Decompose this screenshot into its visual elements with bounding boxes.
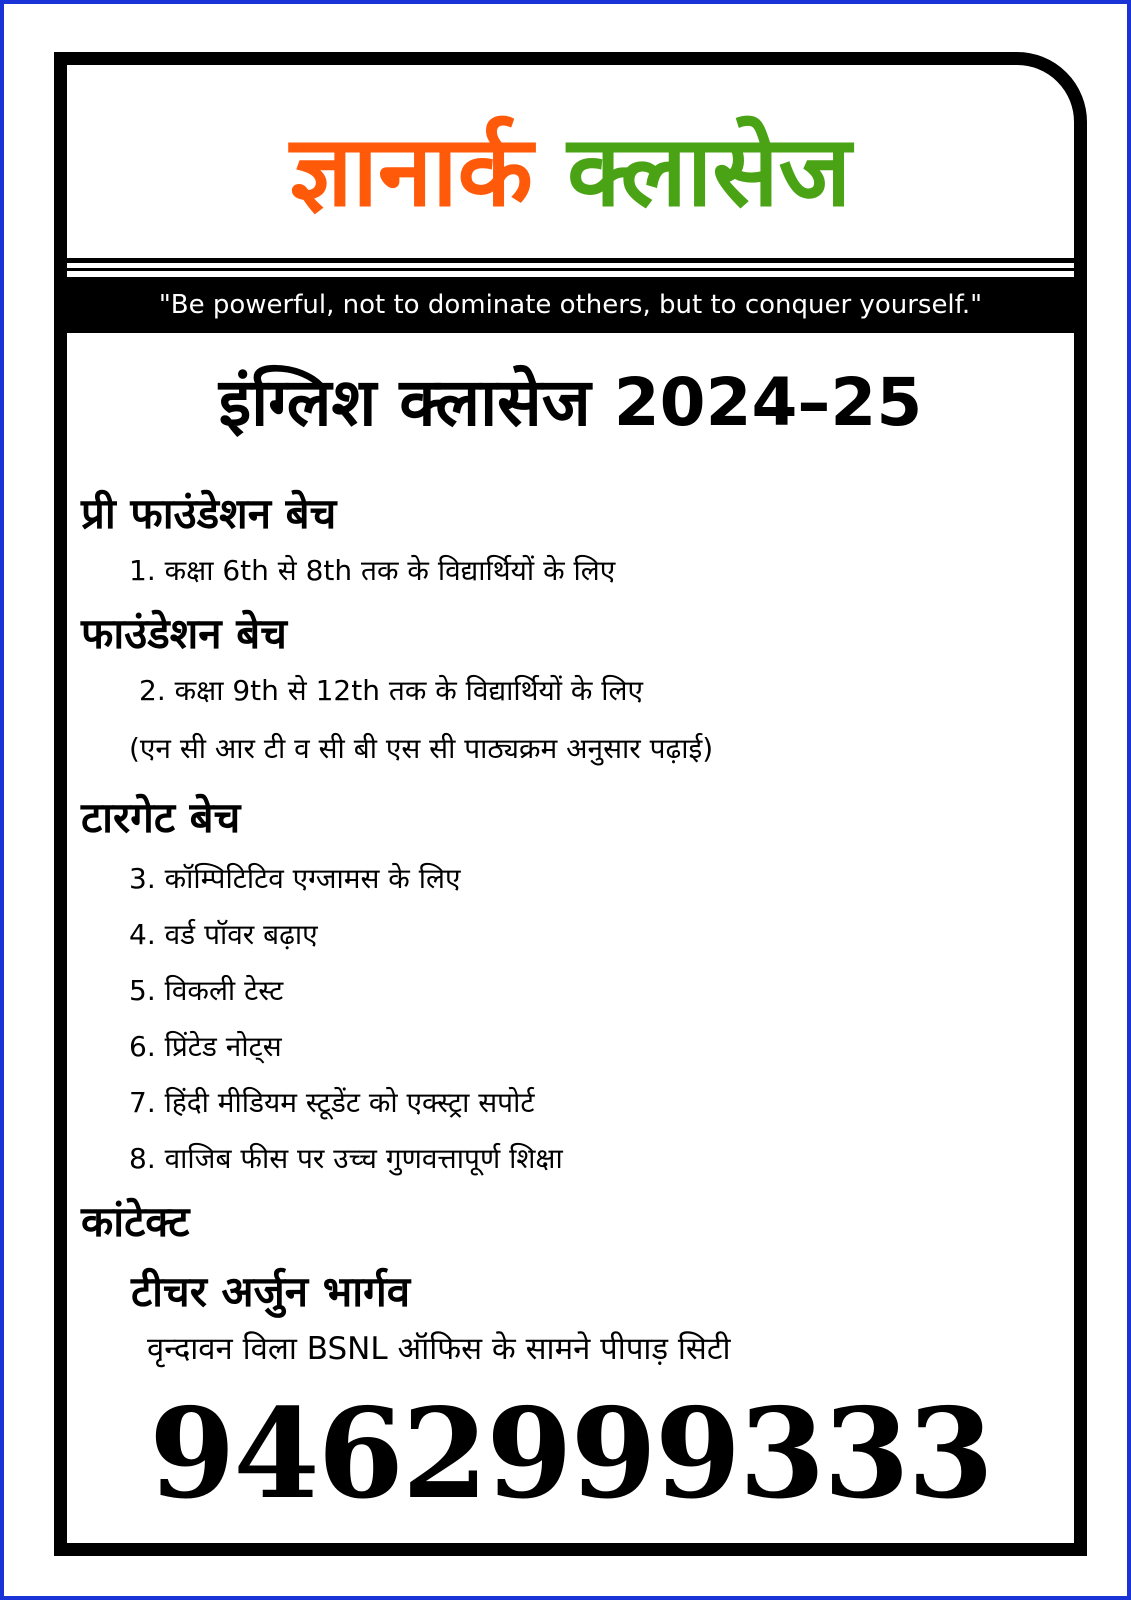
phone-number: 9462999333: [149, 1382, 992, 1527]
pre-foundation-item: 1. कक्षा 6th से 8th तक के विद्यार्थियों के लिए: [129, 554, 616, 587]
main-heading: इंग्लिश क्लासेज 2024–25: [218, 364, 923, 441]
brand-title: [67, 117, 1074, 227]
poster-frame: [54, 52, 1087, 1556]
pre-foundation-title: प्री फाउंडेशन बेच: [81, 489, 337, 538]
tagline-bar: [67, 277, 1074, 333]
target-item: 3. कॉम्पिटिटिव एग्जामस के लिए: [129, 862, 461, 895]
foundation-title: फाउंडेशन बेच: [81, 609, 287, 658]
target-item: 7. हिंदी मीडियम स्टूडेंट को एक्स्ट्रा सपोर्ट: [129, 1086, 535, 1119]
brand-name-part1: ज्ञानार्क: [289, 115, 533, 229]
foundation-item: 2. कक्षा 9th से 12th तक के विद्यार्थियों के लिए: [139, 674, 644, 707]
brand-name-part2: क्लासेज: [567, 115, 852, 229]
divider-thick: [67, 258, 1074, 263]
tagline-text: "Be powerful, not to dominate others, but to conquer yourself.": [158, 290, 983, 320]
address: वृन्दावन विला BSNL ऑफिस के सामने पीपाड़ सिटी: [147, 1331, 731, 1367]
target-item: 5. विकली टेस्ट: [129, 974, 284, 1007]
foundation-note: (एन सी आर टी व सी बी एस सी पाठ्यक्रम अनुसार पढ़ाई): [129, 732, 714, 765]
target-item: 6. प्रिंटेड नोट्स: [129, 1030, 282, 1063]
target-title: टारगेट बेच: [81, 793, 241, 842]
target-item: 4. वर्ड पॉवर बढ़ाए: [129, 918, 318, 951]
divider-thin: [67, 268, 1074, 271]
contact-title: कांटेक्ट: [81, 1197, 190, 1246]
target-item: 8. वाजिब फीस पर उच्च गुणवत्तापूर्ण शिक्षा: [129, 1142, 563, 1175]
teacher-name: टीचर अर्जुन भार्गव: [131, 1267, 411, 1316]
